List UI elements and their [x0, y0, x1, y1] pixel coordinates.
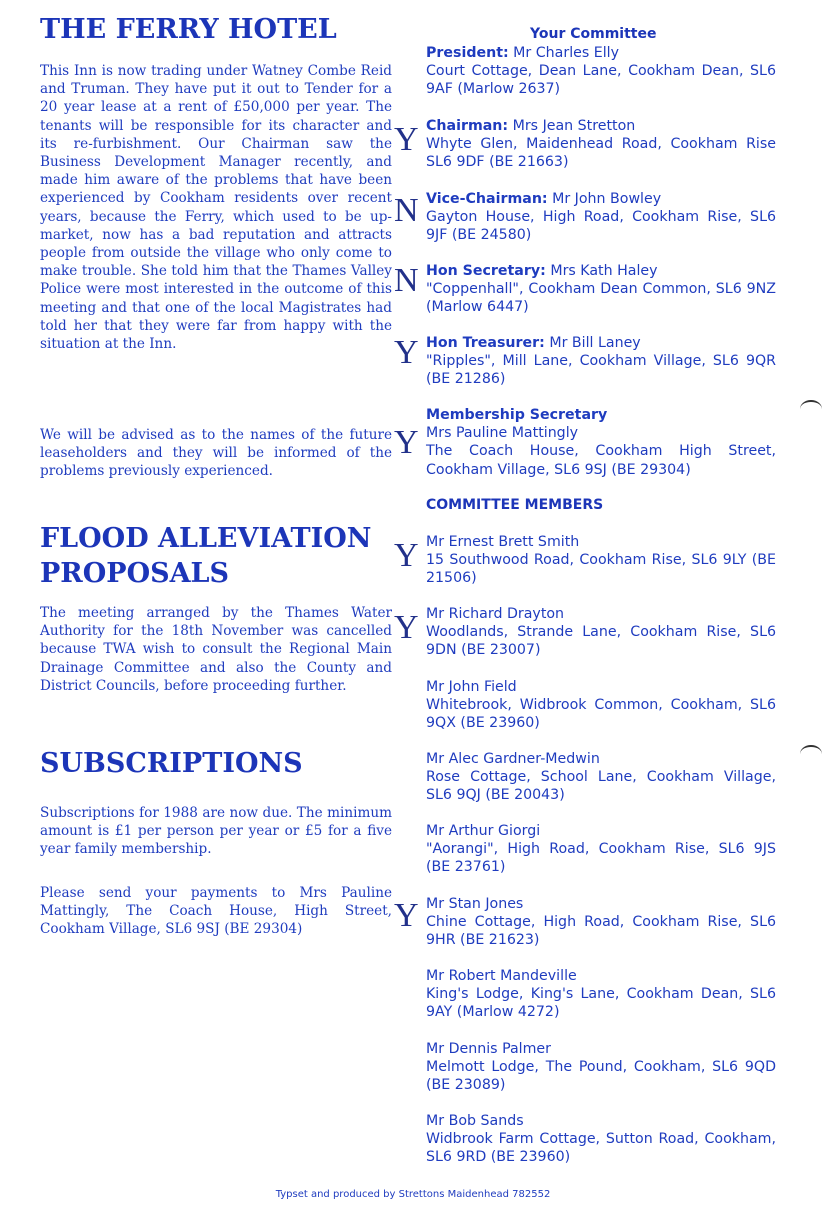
officer-role: President:: [426, 45, 509, 61]
committee-members-heading: COMMITTEE MEMBERS: [426, 497, 604, 513]
member-address: Melmott Lodge, The Pound, Cookham, SL6 9QD (BE 23089): [426, 1059, 776, 1094]
handwritten-mark: Y: [394, 424, 419, 461]
handwritten-mark: Y: [394, 537, 419, 574]
flood-paragraph: The meeting arranged by the Thames Water Authority for the 18th November was cancelled because TWA wish to consult the Regional Main Drainage Committee and also the County and District Councils, before proceeding further.: [40, 605, 392, 694]
committee-member: [426, 822, 776, 877]
officer-role: Hon Treasurer:: [426, 335, 545, 351]
flood-heading-line-2: PROPOSALS: [40, 558, 230, 589]
officer-name: Mr Charles Elly: [508, 45, 620, 61]
officer-address: "Coppenhall", Cookham Dean Common, SL6 9NZ (Marlow 6447): [426, 281, 776, 316]
committee-member: [426, 1112, 776, 1167]
committee-member: [394, 533, 776, 588]
officer-role: Vice-Chairman:: [426, 191, 548, 207]
member-address: Whitebrook, Widbrook Common, Cookham, SL6 9QX (BE 23960): [426, 697, 776, 732]
handwritten-mark: Y: [394, 334, 419, 371]
member-address: Widbrook Farm Cottage, Sutton Road, Cookham, SL6 9RD (BE 23960): [426, 1131, 776, 1166]
committee-member: [394, 605, 776, 660]
officer-secretary: [394, 262, 776, 317]
subscriptions-paragraph-2: Please send your payments to Mrs Pauline Mattingly, The Coach House, High Street, Cookham Village, SL6 9SJ (BE 29304): [40, 885, 392, 938]
officer-treasurer: [394, 334, 776, 389]
footer-credit: Typset and produced by Strettons Maidenhead 782552: [275, 1189, 551, 1200]
officer-name: Mrs Jean Stretton: [508, 118, 636, 134]
flood-heading-line-1: FLOOD ALLEVIATION: [40, 523, 372, 554]
member-name: Mr Robert Mandeville: [426, 968, 577, 984]
officer-address: Court Cottage, Dean Lane, Cookham Dean, SL6 9AF (Marlow 2637): [426, 63, 776, 98]
member-name: Mr Richard Drayton: [426, 606, 565, 622]
committee-member: [426, 678, 776, 733]
punch-hole-top: [800, 400, 822, 418]
member-name: Mr Dennis Palmer: [426, 1041, 551, 1057]
officer-name: Mr John Bowley: [547, 191, 662, 207]
member-name: Mr Stan Jones: [426, 896, 524, 912]
committee-member: [394, 895, 776, 950]
officer-name: Mr Bill Laney: [544, 335, 641, 351]
member-name: Mr Bob Sands: [426, 1113, 524, 1129]
officer-president: [426, 44, 776, 99]
officer-name: Mrs Kath Haley: [545, 263, 658, 279]
ferry-hotel-paragraph-1: This Inn is now trading under Watney Combe Reid and Truman. They have put it out to Tender for a 20 year lease at a rent of £50,000 per year. The tenants will be responsible for its character and its re-furbishment. Our Chairman saw the Business Development Manager recently, and made him aware of the problems that have been experienced by Cookham residents over recent years, because the Ferry, which used to be up-market, now has a bad reputation and attracts people from outside the village who only come to make trouble. She told him that the Thames Valley Police were most interested in the outcome of this meeting and that one of the local Magistrates had told her that they were far from happy with the situation at the Inn.: [40, 63, 392, 353]
subscriptions-paragraph-1: Subscriptions for 1988 are now due. The minimum amount is £1 per person per year or £5 for a five year family membership.: [40, 805, 392, 858]
officer-address: "Ripples", Mill Lane, Cookham Village, SL6 9QR (BE 21286): [426, 353, 776, 388]
committee-member: [426, 967, 776, 1022]
member-address: Woodlands, Strande Lane, Cookham Rise, SL6 9DN (BE 23007): [426, 624, 776, 659]
handwritten-mark: Y: [394, 121, 419, 158]
ferry-hotel-paragraph-2: We will be advised as to the names of the future leaseholders and they will be informed of the problems previously experienced.: [40, 427, 392, 480]
punch-hole-bottom: [800, 745, 822, 763]
officer-role: Chairman:: [426, 118, 509, 134]
handwritten-mark: N: [394, 192, 419, 229]
officer-address: Whyte Glen, Maidenhead Road, Cookham Rise SL6 9DF (BE 21663): [426, 136, 776, 171]
officer-address: Gayton House, High Road, Cookham Rise, SL6 9JF (BE 24580): [426, 209, 776, 244]
member-name: Mr Ernest Brett Smith: [426, 534, 580, 550]
committee-member: [426, 1040, 776, 1095]
member-address: Rose Cottage, School Lane, Cookham Village, SL6 9QJ (BE 20043): [426, 769, 776, 804]
member-address: King's Lodge, King's Lane, Cookham Dean, SL6 9AY (Marlow 4272): [426, 986, 776, 1021]
officer-address: The Coach House, Cookham High Street, Cookham Village, SL6 9SJ (BE 29304): [426, 443, 776, 478]
member-name: Mr John Field: [426, 679, 517, 695]
subscriptions-heading: SUBSCRIPTIONS: [40, 748, 303, 779]
member-address: Chine Cottage, High Road, Cookham Rise, SL6 9HR (BE 21623): [426, 914, 776, 949]
ferry-hotel-heading: THE FERRY HOTEL: [40, 14, 337, 45]
officer-role: Hon Secretary:: [426, 263, 546, 279]
officer-vice-chairman: [394, 190, 776, 245]
member-name: Mr Arthur Giorgi: [426, 823, 541, 839]
officer-name: Mrs Pauline Mattingly: [426, 425, 579, 442]
officer-chairman: [394, 117, 776, 172]
member-address: "Aorangi", High Road, Cookham Rise, SL6 9JS (BE 23761): [426, 841, 776, 876]
committee-member: [426, 750, 776, 805]
officer-role: Membership Secretary: [426, 407, 608, 423]
member-address: 15 Southwood Road, Cookham Rise, SL6 9LY (BE 21506): [426, 552, 776, 587]
handwritten-mark: Y: [394, 609, 419, 646]
membership-secretary: [394, 406, 776, 479]
handwritten-mark: Y: [394, 897, 419, 934]
member-name: Mr Alec Gardner-Medwin: [426, 751, 600, 767]
handwritten-mark: N: [394, 262, 419, 299]
committee-heading: Your Committee: [530, 26, 657, 42]
